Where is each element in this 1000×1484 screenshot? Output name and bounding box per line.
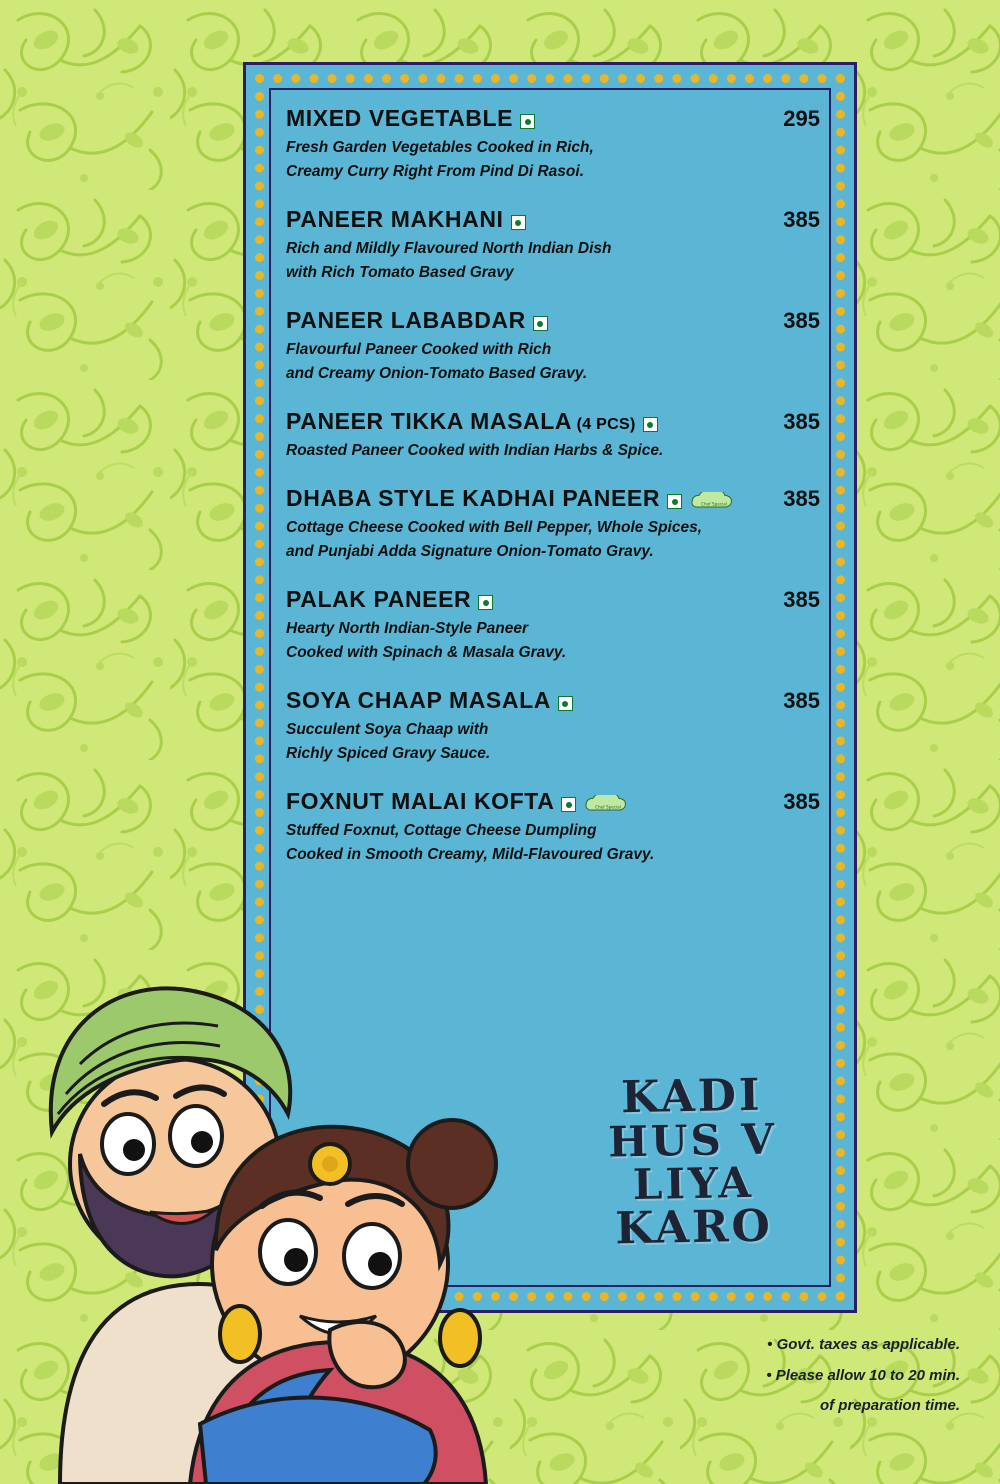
chef-hat-icon (583, 795, 633, 815)
chef-hat-icon (689, 492, 739, 512)
menu-item-name-group (286, 586, 493, 613)
footer-note-prep-time-cont: of preparation time. (819, 1397, 960, 1414)
veg-mark-icon (478, 595, 493, 610)
menu-item-price: 385 (783, 587, 820, 613)
menu-item-headline (286, 408, 820, 435)
menu-item-description-line2: with Rich Tomato Based Gravy (286, 264, 514, 282)
menu-item-price: 295 (783, 106, 820, 131)
menu-item-name: FOXNUT MALAI KOFTA (286, 788, 555, 815)
menu-item-name: PANEER LABABDAR (286, 307, 526, 334)
menu-item-price: 385 (783, 688, 820, 714)
menu-item-name-group (286, 408, 658, 435)
menu-item[interactable] (286, 206, 820, 285)
menu-item-description-line2: Creamy Curry Right From Pind Di Rasoi. (286, 163, 584, 181)
menu-item-headline (286, 206, 820, 233)
menu-item-headline (286, 485, 820, 512)
logo-line-1: KADI (620, 1069, 763, 1123)
menu-item-description-line1: Cottage Cheese Cooked with Bell Pepper, Whole Spices, (286, 519, 703, 537)
menu-item-description-line2: Cooked in Smooth Creamy, Mild-Flavoured Gravy. (286, 846, 655, 864)
menu-item[interactable] (286, 307, 820, 386)
menu-item[interactable] (286, 586, 820, 665)
menu-item-price: 385 (783, 486, 820, 512)
menu-item-name-group (286, 485, 739, 512)
menu-item-description-line1: Roasted Paneer Cooked with Indian Harbs & Spice. (286, 442, 664, 460)
menu-item-description-line1: Hearty North Indian-Style Paneer (286, 620, 529, 638)
svg-text:Chef Special: Chef Special (701, 501, 728, 507)
menu-item-description-line2: and Creamy Onion-Tomato Based Gravy. (286, 365, 588, 383)
veg-mark-icon (561, 797, 576, 812)
menu-item[interactable] (286, 788, 820, 867)
veg-mark-icon (643, 417, 658, 432)
footer-note-prep-time: • Please allow 10 to 20 min. (766, 1366, 960, 1384)
menu-item-headline (286, 586, 820, 613)
chef-special-badge-icon (689, 492, 739, 512)
logo-line-2: HUS V LIYA (607, 1114, 778, 1209)
menu-item-name: DHABA STYLE KADHAI PANEER (286, 485, 661, 512)
footer-notes (620, 1334, 960, 1426)
menu-item[interactable] (286, 687, 820, 766)
menu-item-description-line1: Stuffed Foxnut, Cottage Cheese Dumpling (286, 822, 597, 840)
menu-item-name-group (286, 307, 548, 334)
menu-item-quantity: (4 PCS) (576, 416, 636, 434)
veg-mark-icon (533, 316, 548, 331)
menu-item-name-group (286, 206, 526, 233)
svg-text:Chef Special: Chef Special (595, 804, 622, 810)
menu-item[interactable] (286, 408, 820, 463)
menu-item-name-group (286, 788, 633, 815)
menu-item-price: 385 (783, 207, 820, 233)
menu-item-price: 385 (783, 789, 820, 815)
chef-special-badge-icon (583, 795, 633, 815)
menu-item-headline (286, 788, 820, 815)
menu-item-name: PALAK PANEER (286, 586, 472, 613)
footer-note-taxes: • Govt. taxes as applicable. (767, 1336, 960, 1353)
menu-item-name: MIXED VEGETABLE (286, 105, 514, 131)
veg-mark-icon (558, 696, 573, 711)
menu-item-name: PANEER MAKHANI (286, 206, 504, 233)
veg-mark-icon (520, 114, 535, 129)
menu-item-headline (286, 105, 820, 132)
menu-card (243, 62, 857, 1313)
veg-mark-icon (511, 215, 526, 230)
menu-item-headline (286, 687, 820, 714)
menu-item-name-group (286, 687, 573, 714)
menu-item-description-line1: Flavourful Paneer Cooked with Rich (286, 341, 552, 359)
menu-item-description-line2: Cooked with Spinach & Masala Gravy. (286, 644, 567, 662)
menu-item-name: PANEER TIKKA MASALA (286, 408, 573, 435)
menu-item[interactable] (286, 485, 820, 564)
menu-item-headline (286, 307, 820, 334)
menu-item-description-line1: Succulent Soya Chaap with (286, 721, 489, 739)
menu-item-description-line1: Rich and Mildly Flavoured North Indian Dish (286, 240, 612, 258)
menu-item-description-line2: Richly Spiced Gravy Sauce. (286, 745, 491, 763)
menu-item-name: SOYA CHAAP MASALA (286, 687, 551, 714)
menu-item-description-line1: Fresh Garden Vegetables Cooked in Rich, (286, 139, 594, 156)
menu-item[interactable] (286, 105, 820, 184)
menu-item-price: 385 (783, 409, 820, 435)
menu-item-name-group (286, 105, 535, 132)
menu-item-description-line2: and Punjabi Adda Signature Onion-Tomato Gravy. (286, 543, 654, 561)
logo-line-3: KARO (614, 1199, 774, 1254)
kadi-hus-v-liya-karo-logo (556, 1069, 829, 1254)
menu-item-price: 385 (783, 308, 820, 334)
veg-mark-icon (667, 494, 682, 509)
